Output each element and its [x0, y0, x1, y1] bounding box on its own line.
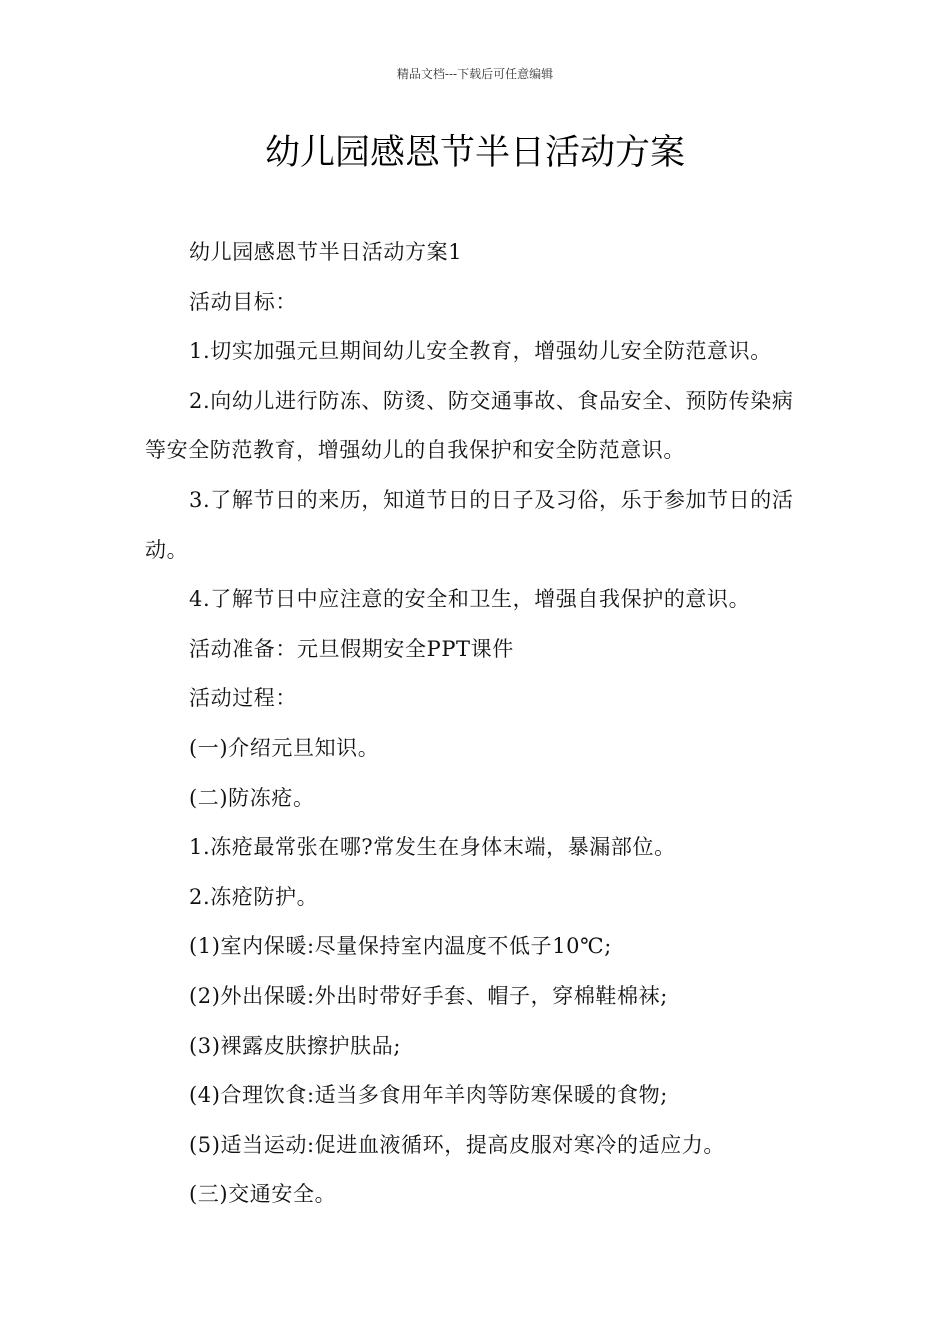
paragraph: (三)交通安全。	[189, 1182, 337, 1207]
paragraph: (一)介绍元旦知识。	[189, 735, 380, 760]
paragraph: 2.冻疮防护。	[189, 884, 319, 909]
paragraph: (2)外出保暖:外出时带好手套、帽子，穿棉鞋棉袜;	[189, 983, 668, 1008]
paragraph: 活动目标：	[189, 289, 297, 314]
page-header: 精品文档---下载后可任意编辑	[396, 67, 554, 81]
paragraph: 活动过程：	[189, 686, 297, 711]
paragraph: 活动准备：元旦假期安全PPT课件	[189, 636, 514, 661]
paragraph: 4.了解节日中应注意的安全和卫生，增强自我保护的意识。	[189, 587, 751, 612]
paragraph: (5)适当运动:促进血液循环，提高皮服对寒冷的适应力。	[189, 1132, 726, 1157]
paragraph: (4)合理饮食:适当多食用年羊肉等防寒保暖的食物;	[189, 1083, 668, 1108]
paragraph: 1.冻疮最常张在哪?常发生在身体末端，暴漏部位。	[189, 835, 676, 860]
paragraph: (二)防冻疮。	[189, 785, 315, 810]
paragraph: (1)室内保暖:尽量保持室内温度不低子10℃;	[189, 934, 612, 959]
paragraph: (3)裸露皮肤擦护肤品;	[189, 1033, 402, 1058]
paragraph: 1.切实加强元旦期间幼儿安全教育，增强幼儿安全防范意识。	[189, 339, 772, 364]
paragraph: 2.向幼儿进行防冻、防烫、防交通事故、食品安全、预防传染病等安全防范教育，增强幼儿的自我保护和安全防范意识。	[145, 388, 794, 463]
document-title: 幼儿园感恩节半日活动方案	[264, 133, 685, 173]
document-body	[145, 228, 810, 1220]
section-heading: 幼儿园感恩节半日活动方案1	[189, 240, 463, 264]
paragraph: 3.了解节日的来历，知道节日的日子及习俗，乐于参加节日的活动。	[145, 487, 794, 562]
